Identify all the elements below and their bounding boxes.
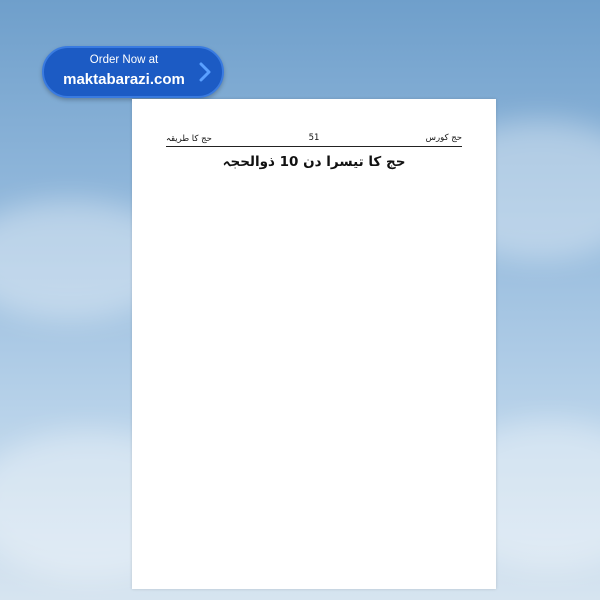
order-now-badge[interactable] xyxy=(42,46,224,98)
header-chapter-name: حج کا طریقہ xyxy=(166,134,212,144)
document-page xyxy=(132,99,496,589)
page-number: 51 xyxy=(308,133,320,143)
header-course-name: حج کورس xyxy=(425,133,462,143)
running-header xyxy=(166,133,462,147)
page-title: حج کا تیسرا دن 10 ذوالحجہ xyxy=(222,154,406,170)
chevron-right-icon xyxy=(198,62,212,82)
website-label: maktabarazi.com xyxy=(63,71,185,88)
order-now-label: Order Now at xyxy=(89,54,159,66)
header-divider xyxy=(166,146,462,147)
